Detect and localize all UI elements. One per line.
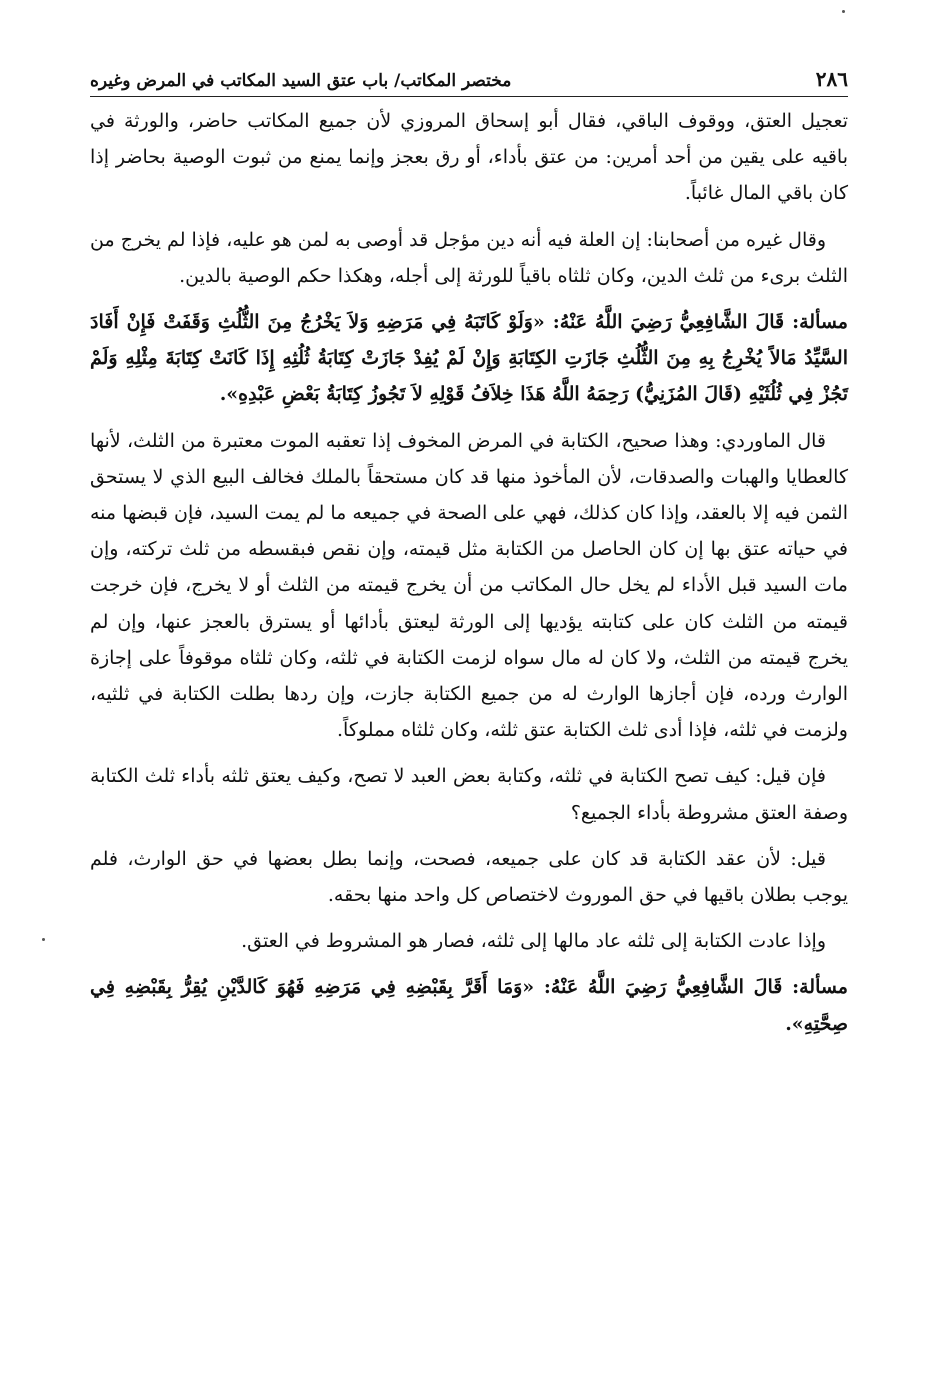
running-title: مختصر المكاتب/ باب عتق السيد المكاتب في المرض وغيره <box>90 71 512 91</box>
masala-label: مسألة: قَالَ الشَّافِعِيُّ رَضِيَ اللَّهُ عَنْهُ: <box>543 976 848 999</box>
paragraph: وإذا عادت الكتابة إلى ثلثه عاد مالها إلى ثلثه، فصار هو المشروط في العتق. <box>241 930 826 953</box>
page-body <box>90 103 848 1042</box>
masala-quote: «وَلَوْ كَاتَبَهُ فِي مَرَضِهِ وَلاَ يَخْرُجُ مِنَ الثُّلُثِ وَقَفَتْ فَإِنْ أَفَادَ السَّيِّدُ مَالاً يُخْرِجُ بِهِ مِنَ الثُّلُثِ جَازَتِ الكِتَابَةِ وَإِنْ لَمْ يُفِدْ جَازَتْ كِتَابَةُ ثُلُثِهِ إِذَا كَانَتْ كِتَابَةَ مِثْلِهِ وَلَمْ تَجُزْ فِي ثُلُثَيْهِ (قَالَ المُزَنِيُّ) رَحِمَهُ اللَّهُ هَذَا خِلاَفُ قَوْلِهِ لاَ تَجُوزُ كِتَابَةُ بَعْضِ عَبْدِهِ». <box>90 311 848 406</box>
paragraph: فإن قيل: كيف تصح الكتابة في ثلثه، وكتابة بعض العبد لا تصح، وكيف يعتق ثلثه بأداء ثلث الكتابة وصفة العتق مشروطة بأداء الجميع؟ <box>90 765 848 824</box>
paragraph: قيل: لأن عقد الكتابة قد كان على جميعه، فصحت، وإنما بطل بعضها في حق الوارث، فلم يوجب بطلان باقيها في حق الموروث لاختصاص كل واحد منها بحقه. <box>90 847 848 907</box>
book-page <box>90 66 848 1052</box>
masala-paragraph <box>90 969 848 1041</box>
scan-speck <box>42 938 45 941</box>
scan-speck <box>842 10 845 13</box>
masala-paragraph <box>90 304 848 413</box>
masala-quote: «وَمَا أَقَرَّ بِقَبْضِهِ فِي مَرَضِهِ فَهُوَ كَالدَّيْنِ يُقِرُّ بِقَبْضِهِ فِي صِحَّتِهِ». <box>90 976 848 1035</box>
paragraph: قال الماوردي: وهذا صحيح، الكتابة في المرض المخوف إذا تعقبه الموت معتبرة من الثلث، لأنها كالعطايا والهبات والصدقات، لأن المأخوذ منها قد كان مستحقاً بالملك فخالف البيع الذي لا يستحق الثمن فيه إلا بالعقد، وإذا كان كذلك، فهي على الصحة في جميعه ما لم يمت السيد، فإن قبضها منه في حياته عتق بها إن كان الحاصل من الكتابة مثل قيمته، وإن نقص فبقسطه من ثلث تركته، وإن مات السيد قبل الأداء لم يخل حال المكاتب من أن يخرج قيمته من الثلث أو لا يخرج، فإن خرجت قيمته من الثلث كان على كتابته يؤديها إلى الورثة ليعتق بأدائها أو يسترق بالعجز عنها، وإن لم يخرج قيمته من الثلث، ولا كان له مال سواه لزمت الكتابة في ثلثه، وكان ثلثاه موقوفاً على إجازة الوارث ورده، فإن أجازها الوارث له من جميع الكتابة جازت، وإن ردها بطلت الكتابة في ثلثيه، ولزمت في ثلثه، فإذا أدى ثلث الكتابة عتق ثلثه، وكان ثلثاه مملوكاً. <box>90 429 848 742</box>
page-header <box>90 66 848 97</box>
paragraph: تعجيل العتق، ووقوف الباقي، فقال أبو إسحاق المروزي لأن جميع المكاتب حاضر، والورثة في باقيه على يقين من أحد أمرين: من عتق بأداء، أو رق بعجز وإنما يمنع من ثبوت الوصية بحاضر إذا كان باقي المال غائباً. <box>90 110 848 205</box>
masala-label: مسألة: قَالَ الشَّافِعِيُّ رَضِيَ اللَّهُ عَنْهُ: <box>552 311 848 334</box>
paragraph: وقال غيره من أصحابنا: إن العلة فيه أنه دين مؤجل قد أوصى به لمن هو عليه، فإذا لم يخرج من الثلث برىء من ثلث الدين، وكان ثلثاه باقياً للورثة إلى أجله، وهكذا حكم الوصية بالدين. <box>90 228 848 287</box>
page-number: ٢٨٦ <box>815 67 848 91</box>
